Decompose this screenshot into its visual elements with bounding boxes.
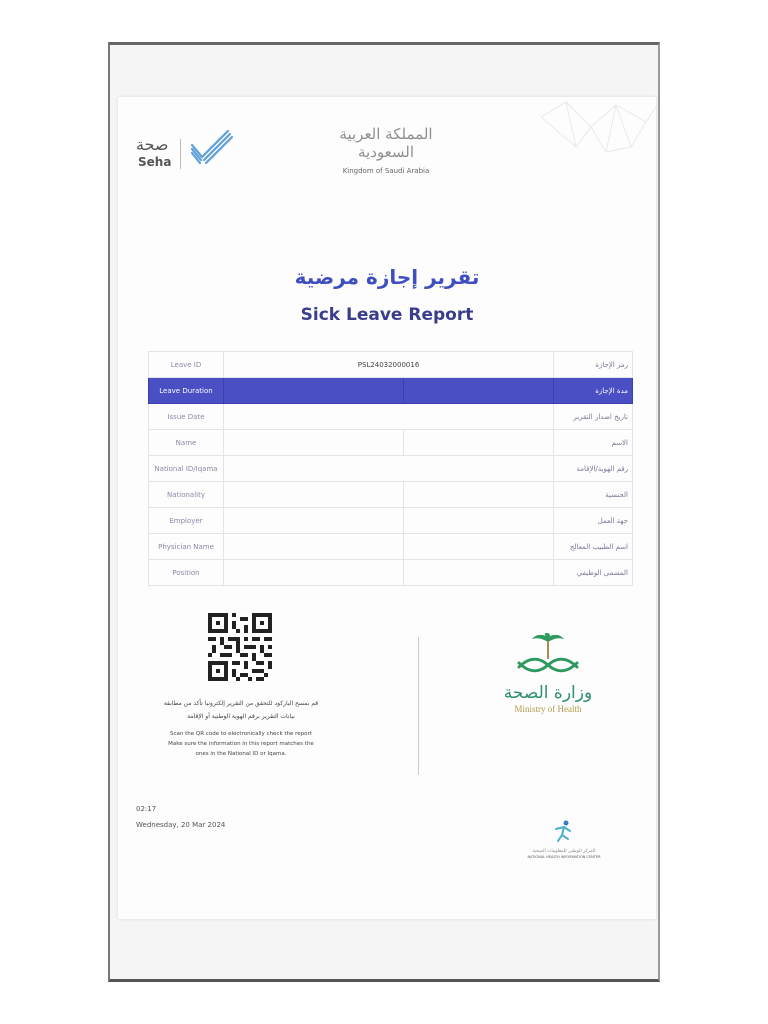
seha-arabic-text: صحة (136, 135, 169, 154)
employer-value-arabic (404, 508, 554, 534)
ministry-of-health-logo (498, 633, 598, 714)
name-label: Name (149, 430, 224, 456)
physician-name-value-arabic (404, 534, 554, 560)
seha-check-icon (188, 127, 234, 167)
leave-duration-cell (224, 378, 404, 404)
qr-instructions-arabic-line: بيانات التقرير برقم الهوية الوطنية أو الإقامة (187, 713, 295, 720)
print-time: 02:17 (136, 805, 157, 813)
qr-code[interactable] (208, 613, 272, 681)
qr-instructions (156, 697, 326, 759)
position-label-arabic: المسمى الوظيفي (554, 560, 633, 586)
nationality-label: Nationality (149, 482, 224, 508)
table-row (149, 534, 633, 560)
issue-date-label-arabic: تاريخ اصدار التقرير (554, 404, 633, 430)
table-row (149, 508, 633, 534)
table-row (149, 378, 633, 404)
palm-tree-icon (513, 633, 583, 677)
issue-date-value (224, 404, 554, 430)
employer-value-english (224, 508, 404, 534)
nationality-label-arabic: الجنسية (554, 482, 633, 508)
table-row (149, 560, 633, 586)
leave-duration-label-arabic: مدة الإجازة (554, 378, 633, 404)
physician-name-label-arabic: اسم الطبيب المعالج (554, 534, 633, 560)
employer-label: Employer (149, 508, 224, 534)
print-date: Wednesday, 20 Mar 2024 (136, 821, 226, 829)
national-id-value (224, 456, 554, 482)
table-row (149, 352, 633, 378)
kingdom-arabic-text: المملكة العربية السعودية (339, 125, 433, 161)
nationality-value-english (224, 482, 404, 508)
kingdom-emblem (336, 125, 436, 175)
table-row (149, 430, 633, 456)
ministry-english-text: Ministry of Health (514, 704, 582, 714)
name-label-arabic: الاسم (554, 430, 633, 456)
nhic-logo (514, 819, 614, 859)
table-row (149, 404, 633, 430)
report-title-arabic: تقرير إجازة مرضية (294, 265, 480, 289)
nhic-english-text: NATIONAL HEALTH INFORMATION CENTER (527, 855, 601, 859)
name-value-arabic (404, 430, 554, 456)
kingdom-english-text: Kingdom of Saudi Arabia (342, 167, 430, 175)
report-info-table (148, 351, 633, 586)
employer-label-arabic: جهة العمل (554, 508, 633, 534)
nhic-arabic-text: المركز الوطني للمعلومات الصحية (532, 849, 596, 854)
qr-instructions-english-line: Make sure the information in this report matches the (168, 741, 314, 747)
seha-divider (180, 139, 181, 169)
national-id-label-arabic: رقم الهوية/الإقامة (554, 456, 633, 482)
leave-duration-cell (404, 378, 554, 404)
nhic-figure-icon (552, 819, 576, 843)
table-row (149, 456, 633, 482)
qr-instructions-english-line: ones in the National ID or Iqama. (195, 751, 287, 757)
leave-duration-label: Leave Duration (149, 378, 224, 404)
table-row (149, 482, 633, 508)
seha-english-text: Seha (138, 155, 172, 169)
national-id-label: National ID/Iqama (149, 456, 224, 482)
report-title-english: Sick Leave Report (300, 305, 474, 325)
qr-instructions-english-line: Scan the QR code to electronically check the report (170, 731, 312, 737)
physician-name-label: Physician Name (149, 534, 224, 560)
position-label: Position (149, 560, 224, 586)
leave-id-label-arabic: رمز الإجازة (554, 352, 633, 378)
seha-logo (136, 125, 236, 169)
qr-instructions-arabic-line: قم بمسح الباركود للتحقق من التقرير إلكترونيا تأكد من مطابقة (163, 700, 319, 707)
name-value-english (224, 430, 404, 456)
nationality-value-arabic (404, 482, 554, 508)
position-value-arabic (404, 560, 554, 586)
physician-name-value-english (224, 534, 404, 560)
polygon-pattern-decoration (536, 97, 656, 157)
section-divider (418, 637, 419, 775)
ministry-arabic-text: وزارة الصحة (503, 683, 593, 703)
position-value-english (224, 560, 404, 586)
report-sheet (118, 97, 656, 919)
leave-id-value: PSL24032000016 (224, 352, 554, 378)
issue-date-label: Issue Date (149, 404, 224, 430)
leave-id-label: Leave ID (149, 352, 224, 378)
